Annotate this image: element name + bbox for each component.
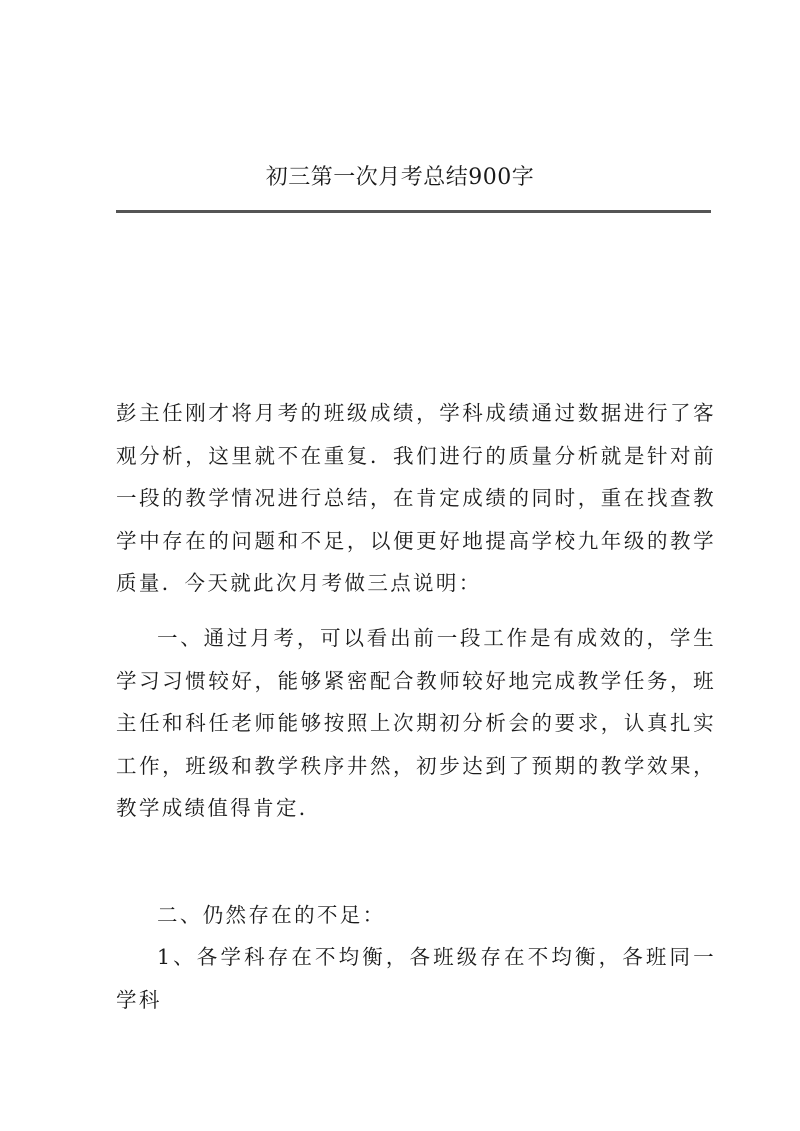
section-two-item-1: 1、各学科存在不均衡，各班级存在不均衡，各班同一学科 [116, 945, 716, 1012]
intro-paragraph: 彭主任刚才将月考的班级成绩，学科成绩通过数据进行了客观分析，这里就不在重复．我们进行的质量分析就是针对前一段的教学情况进行总结，在肯定成绩的同时，重在找查教学中存在的问题和不足，以便更好地提高学校九年级的教学质量．今天就此次月考做三点说明： [116, 401, 716, 595]
section-two-heading: 二、仍然存在的不足： [157, 903, 386, 927]
section-one-paragraph: 一、通过月考，可以看出前一段工作是有成效的，学生学习习惯较好，能够紧密配合教师较好地完成教学任务，班主任和科任老师能够按照上次期初分析会的要求，认真扎实工作，班级和教学秩序井然，初步达到了预期的教学效果，教学成绩值得肯定． [116, 626, 716, 820]
document-title: 初三第一次月考总结900字 [265, 165, 535, 190]
title-divider [116, 210, 711, 213]
